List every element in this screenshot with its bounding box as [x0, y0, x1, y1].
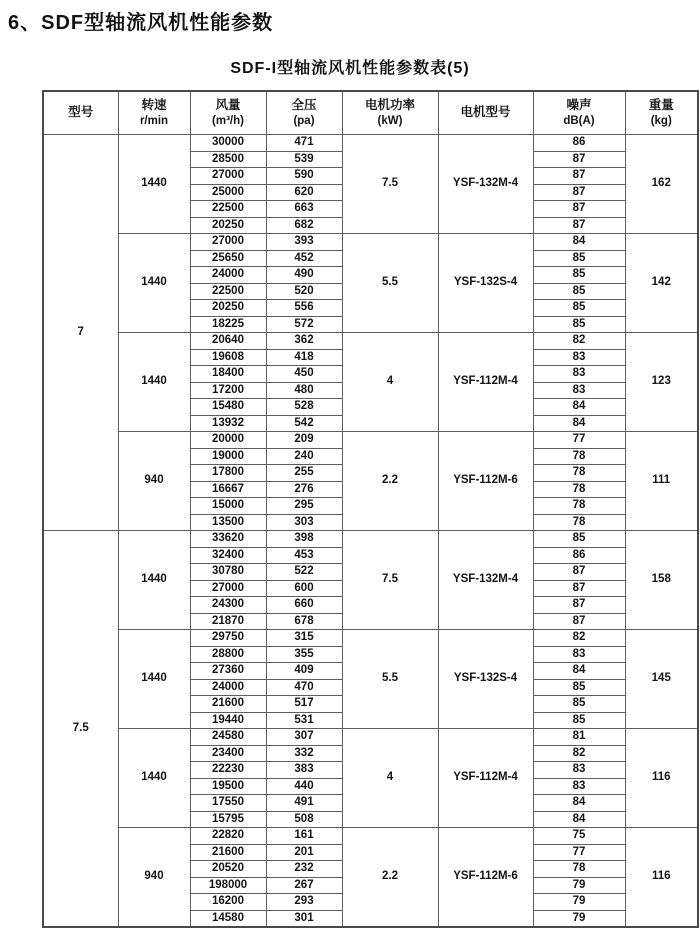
cell-noise: 78 [533, 514, 625, 531]
cell-flow: 15480 [190, 399, 266, 416]
column-header-title: 风量 [215, 98, 241, 112]
cell-weight: 111 [625, 432, 698, 531]
cell-power: 5.5 [342, 234, 438, 333]
cell-pressure: 293 [266, 894, 342, 911]
cell-pressure: 295 [266, 498, 342, 515]
cell-power: 4 [342, 729, 438, 828]
cell-speed: 940 [118, 828, 190, 928]
cell-pressure: 201 [266, 844, 342, 861]
cell-pressure: 161 [266, 828, 342, 845]
cell-pressure: 398 [266, 531, 342, 548]
cell-power: 2.2 [342, 432, 438, 531]
cell-noise: 86 [533, 135, 625, 152]
cell-power: 7.5 [342, 531, 438, 630]
table-row [43, 729, 698, 746]
table-row [43, 234, 698, 251]
fan-performance-table [42, 90, 699, 928]
cell-noise: 85 [533, 316, 625, 333]
cell-speed: 1440 [118, 234, 190, 333]
table-title: SDF-I型轴流风机性能参数表(5) [230, 60, 470, 77]
cell-pressure: 660 [266, 597, 342, 614]
cell-speed: 1440 [118, 333, 190, 432]
cell-flow: 33620 [190, 531, 266, 548]
cell-weight: 162 [625, 135, 698, 234]
cell-flow: 22820 [190, 828, 266, 845]
cell-flow: 32400 [190, 547, 266, 564]
cell-noise: 78 [533, 861, 625, 878]
cell-flow: 23400 [190, 745, 266, 762]
cell-noise: 87 [533, 580, 625, 597]
cell-pressure: 590 [266, 168, 342, 185]
cell-motor-model: YSF-112M-6 [438, 828, 533, 928]
cell-motor-model: YSF-112M-4 [438, 729, 533, 828]
cell-pressure: 522 [266, 564, 342, 581]
table-row [43, 828, 698, 845]
cell-motor-model: YSF-112M-4 [438, 333, 533, 432]
cell-pressure: 517 [266, 696, 342, 713]
cell-pressure: 393 [266, 234, 342, 251]
cell-flow: 18400 [190, 366, 266, 383]
table-row [43, 333, 698, 350]
cell-noise: 78 [533, 448, 625, 465]
column-header-unit: r/min [139, 114, 169, 127]
cell-flow: 22500 [190, 283, 266, 300]
cell-noise: 84 [533, 234, 625, 251]
cell-noise: 83 [533, 349, 625, 366]
cell-pressure: 470 [266, 679, 342, 696]
header-row [43, 91, 698, 135]
cell-noise: 87 [533, 217, 625, 234]
cell-pressure: 508 [266, 811, 342, 828]
cell-flow: 16667 [190, 481, 266, 498]
cell-noise: 78 [533, 498, 625, 515]
cell-noise: 83 [533, 366, 625, 383]
cell-pressure: 528 [266, 399, 342, 416]
column-header-unit: (kW) [377, 114, 403, 127]
cell-flow: 27000 [190, 580, 266, 597]
cell-pressure: 355 [266, 646, 342, 663]
cell-noise: 85 [533, 283, 625, 300]
cell-flow: 18225 [190, 316, 266, 333]
cell-pressure: 255 [266, 465, 342, 482]
column-header [43, 91, 118, 135]
cell-pressure: 418 [266, 349, 342, 366]
column-header [118, 91, 190, 135]
cell-noise: 84 [533, 663, 625, 680]
cell-pressure: 542 [266, 415, 342, 432]
cell-noise: 85 [533, 300, 625, 317]
column-header-title: 转速 [141, 98, 167, 112]
cell-pressure: 572 [266, 316, 342, 333]
column-header-title: 型号 [68, 105, 94, 120]
cell-pressure: 682 [266, 217, 342, 234]
cell-pressure: 209 [266, 432, 342, 449]
cell-flow: 21870 [190, 613, 266, 630]
cell-speed: 940 [118, 432, 190, 531]
cell-noise: 87 [533, 613, 625, 630]
cell-noise: 84 [533, 415, 625, 432]
cell-pressure: 531 [266, 712, 342, 729]
cell-flow: 29750 [190, 630, 266, 647]
column-header-title: 重量 [648, 98, 674, 112]
cell-noise: 81 [533, 729, 625, 746]
cell-weight: 142 [625, 234, 698, 333]
cell-flow: 30000 [190, 135, 266, 152]
column-header [342, 91, 438, 135]
cell-noise: 83 [533, 382, 625, 399]
cell-power: 7.5 [342, 135, 438, 234]
cell-motor-model: YSF-132M-4 [438, 531, 533, 630]
cell-noise: 84 [533, 399, 625, 416]
cell-pressure: 600 [266, 580, 342, 597]
column-header [533, 91, 625, 135]
cell-flow: 27000 [190, 168, 266, 185]
cell-noise: 79 [533, 910, 625, 927]
table-row [43, 135, 698, 152]
cell-pressure: 301 [266, 910, 342, 927]
cell-noise: 77 [533, 432, 625, 449]
cell-noise: 78 [533, 465, 625, 482]
page-title: 6、SDF型轴流风机性能参数 [8, 12, 274, 34]
cell-flow: 14580 [190, 910, 266, 927]
column-header-title: 电机功率 [364, 98, 415, 112]
cell-flow: 20250 [190, 300, 266, 317]
cell-noise: 87 [533, 168, 625, 185]
table-row [43, 531, 698, 548]
cell-flow: 19500 [190, 778, 266, 795]
cell-flow: 27000 [190, 234, 266, 251]
cell-model: 7 [43, 135, 118, 531]
cell-pressure: 303 [266, 514, 342, 531]
cell-flow: 24300 [190, 597, 266, 614]
cell-flow: 17550 [190, 795, 266, 812]
cell-pressure: 480 [266, 382, 342, 399]
cell-flow: 21600 [190, 696, 266, 713]
cell-flow: 21600 [190, 844, 266, 861]
cell-motor-model: YSF-132M-4 [438, 135, 533, 234]
cell-noise: 79 [533, 877, 625, 894]
cell-noise: 87 [533, 184, 625, 201]
cell-noise: 85 [533, 250, 625, 267]
column-header-unit: (kg) [650, 114, 672, 127]
cell-pressure: 267 [266, 877, 342, 894]
cell-weight: 116 [625, 828, 698, 928]
column-header-title: 噪声 [566, 98, 592, 112]
cell-noise: 85 [533, 712, 625, 729]
cell-pressure: 383 [266, 762, 342, 779]
cell-noise: 85 [533, 531, 625, 548]
cell-noise: 79 [533, 894, 625, 911]
cell-flow: 30780 [190, 564, 266, 581]
cell-motor-model: YSF-132S-4 [438, 234, 533, 333]
cell-weight: 158 [625, 531, 698, 630]
cell-pressure: 490 [266, 267, 342, 284]
cell-flow: 25650 [190, 250, 266, 267]
cell-speed: 1440 [118, 729, 190, 828]
cell-pressure: 315 [266, 630, 342, 647]
cell-weight: 123 [625, 333, 698, 432]
cell-noise: 86 [533, 547, 625, 564]
cell-flow: 16200 [190, 894, 266, 911]
cell-speed: 1440 [118, 135, 190, 234]
cell-flow: 198000 [190, 877, 266, 894]
cell-power: 2.2 [342, 828, 438, 928]
cell-noise: 78 [533, 481, 625, 498]
column-header-unit: (pa) [293, 114, 315, 127]
cell-weight: 145 [625, 630, 698, 729]
cell-noise: 82 [533, 630, 625, 647]
table-row [43, 432, 698, 449]
column-header [438, 91, 533, 135]
column-header [266, 91, 342, 135]
cell-noise: 84 [533, 795, 625, 812]
cell-noise: 87 [533, 201, 625, 218]
cell-flow: 19440 [190, 712, 266, 729]
cell-pressure: 332 [266, 745, 342, 762]
column-header [625, 91, 698, 135]
cell-noise: 83 [533, 778, 625, 795]
cell-model: 7.5 [43, 531, 118, 928]
cell-flow: 19608 [190, 349, 266, 366]
cell-noise: 85 [533, 267, 625, 284]
cell-noise: 83 [533, 762, 625, 779]
cell-motor-model: YSF-112M-6 [438, 432, 533, 531]
cell-noise: 82 [533, 333, 625, 350]
cell-pressure: 453 [266, 547, 342, 564]
cell-pressure: 232 [266, 861, 342, 878]
cell-noise: 77 [533, 844, 625, 861]
cell-flow: 22500 [190, 201, 266, 218]
cell-noise: 85 [533, 696, 625, 713]
cell-noise: 87 [533, 564, 625, 581]
cell-flow: 17800 [190, 465, 266, 482]
column-header-title: 电机型号 [460, 105, 511, 120]
cell-pressure: 620 [266, 184, 342, 201]
cell-pressure: 409 [266, 663, 342, 680]
cell-flow: 22230 [190, 762, 266, 779]
column-header-title: 全压 [291, 98, 317, 112]
cell-speed: 1440 [118, 531, 190, 630]
cell-noise: 75 [533, 828, 625, 845]
cell-pressure: 362 [266, 333, 342, 350]
cell-flow: 28500 [190, 151, 266, 168]
cell-flow: 15795 [190, 811, 266, 828]
cell-noise: 84 [533, 811, 625, 828]
cell-flow: 13932 [190, 415, 266, 432]
cell-pressure: 556 [266, 300, 342, 317]
cell-noise: 82 [533, 745, 625, 762]
cell-flow: 13500 [190, 514, 266, 531]
cell-flow: 15000 [190, 498, 266, 515]
cell-flow: 19000 [190, 448, 266, 465]
cell-power: 5.5 [342, 630, 438, 729]
cell-pressure: 663 [266, 201, 342, 218]
cell-flow: 27360 [190, 663, 266, 680]
cell-flow: 20640 [190, 333, 266, 350]
cell-noise: 85 [533, 679, 625, 696]
cell-noise: 87 [533, 151, 625, 168]
cell-pressure: 471 [266, 135, 342, 152]
cell-pressure: 440 [266, 778, 342, 795]
cell-flow: 24580 [190, 729, 266, 746]
cell-flow: 20250 [190, 217, 266, 234]
cell-pressure: 452 [266, 250, 342, 267]
cell-flow: 24000 [190, 267, 266, 284]
cell-noise: 83 [533, 646, 625, 663]
cell-flow: 25000 [190, 184, 266, 201]
cell-speed: 1440 [118, 630, 190, 729]
cell-flow: 17200 [190, 382, 266, 399]
cell-pressure: 491 [266, 795, 342, 812]
cell-pressure: 240 [266, 448, 342, 465]
cell-power: 4 [342, 333, 438, 432]
cell-pressure: 450 [266, 366, 342, 383]
cell-pressure: 276 [266, 481, 342, 498]
table-row [43, 630, 698, 647]
cell-flow: 28800 [190, 646, 266, 663]
column-header-unit: (m³/h) [212, 114, 244, 127]
cell-pressure: 307 [266, 729, 342, 746]
cell-noise: 87 [533, 597, 625, 614]
cell-flow: 24000 [190, 679, 266, 696]
cell-flow: 20520 [190, 861, 266, 878]
cell-pressure: 678 [266, 613, 342, 630]
cell-flow: 20000 [190, 432, 266, 449]
column-header [190, 91, 266, 135]
cell-pressure: 520 [266, 283, 342, 300]
column-header-unit: dB(A) [563, 114, 595, 127]
cell-weight: 116 [625, 729, 698, 828]
cell-pressure: 539 [266, 151, 342, 168]
cell-motor-model: YSF-132S-4 [438, 630, 533, 729]
